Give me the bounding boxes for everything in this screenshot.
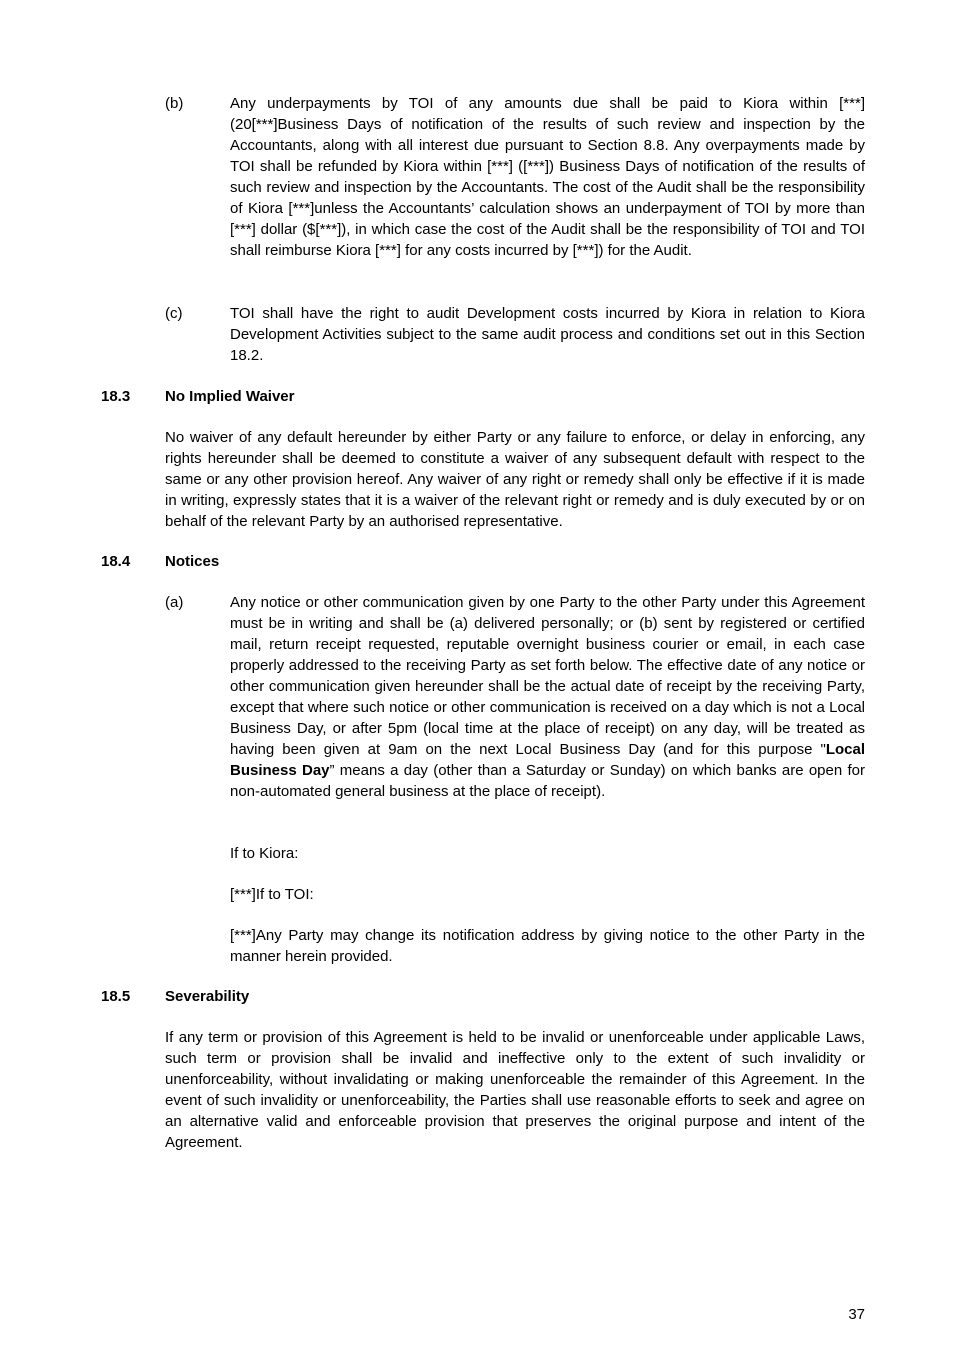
notice-address-toi: [***]If to TOI: — [230, 886, 314, 903]
clause-text: Any underpayments by TOI of any amounts due shall be paid to Kiora within [***] (20[***]Business Days of notification of the results of such review and inspection by the Accountants, along with all interest due pursuant to Section 8.8. Any overpayments made by TOI shall be refunded by Kiora within [***] ([***]) Business Days of notification of the results of such review and inspection by the Accountants. The cost of the Audit shall be the responsibility of Kiora [***]unless the Accountants’ calculation shows an underpayment of TOI by more than [***] dollar ($[***]), in which case the cost of the Audit shall be the responsibility of TOI and TOI shall reimburse Kiora [***] for any costs incurred by [***]) for the Audit. — [230, 95, 865, 259]
section-number: 18.3 — [101, 388, 131, 405]
clause-label: (b) — [165, 95, 184, 112]
clause-text — [230, 592, 865, 802]
section-18-3-text: No waiver of any default hereunder by either Party or any failure to enforce, or delay in enforcing, any rights hereunder shall be deemed to constitute a waiver of any subsequent default with respect to the same or any other provision hereof. Any waiver of any right or remedy shall only be effective if it is made in writing, expressly states that it is a waiver of the relevant right or remedy and is duly executed by or on behalf of the relevant Party by an authorised representative. — [165, 429, 865, 530]
notice-change-address: [***]Any Party may change its notification address by giving notice to the other Party in the manner herein provided. — [230, 927, 865, 965]
section-18-5-text: If any term or provision of this Agreement is held to be invalid or unenforceable under applicable Laws, such term or provision shall be invalid and ineffective only to the extent of such invalidity or unenforceability, without invalidating or making unenforceable the remainder of this Agreement. In the event of such invalidity or unenforceability, the Parties shall use reasonable efforts to seek and agree on an alternative valid and enforceable provision that preserves the original purpose and intent of the Agreement. — [165, 1029, 865, 1151]
clause-18-2-b — [165, 93, 865, 261]
page-number: 37 — [848, 1306, 865, 1323]
section-title: Severability — [165, 988, 250, 1005]
clause-text-part: Any notice or other communication given by one Party to the other Party under this Agreement must be in writing and shall be (a) delivered personally; or (b) sent by registered or certified mail, return receipt requested, reputable overnight business courier or email, in each case properly addressed to the receiving Party as set forth below. The effective date of any notice or other communication given hereunder shall be the actual date of receipt by the receiving Party, except that where such notice or other communication is received on a day which is not a Local Business Day, or after 5pm (local time at the place of receipt) on any day, will be treated as having been given at 9am on the next Local Business Day (and for this purpose " — [230, 594, 865, 758]
clause-text: TOI shall have the right to audit Development costs incurred by Kiora in relation to Kiora Development Activities subject to the same audit process and conditions set out in this Section 18.2. — [230, 305, 865, 364]
notice-address-kiora: If to Kiora: — [230, 845, 299, 862]
clause-label: (c) — [165, 305, 183, 322]
section-number: 18.4 — [101, 553, 131, 570]
section-title: No Implied Waiver — [165, 388, 295, 405]
clause-text-part: ” means a day (other than a Saturday or Sunday) on which banks are open for non-automated general business at the place of receipt). — [230, 762, 865, 800]
defined-term: Local Business Day — [230, 741, 865, 779]
section-title: Notices — [165, 553, 220, 570]
section-number: 18.5 — [101, 988, 131, 1005]
clause-label: (a) — [165, 594, 184, 611]
clause-18-4-a — [165, 592, 865, 802]
clause-18-2-c — [165, 303, 865, 366]
